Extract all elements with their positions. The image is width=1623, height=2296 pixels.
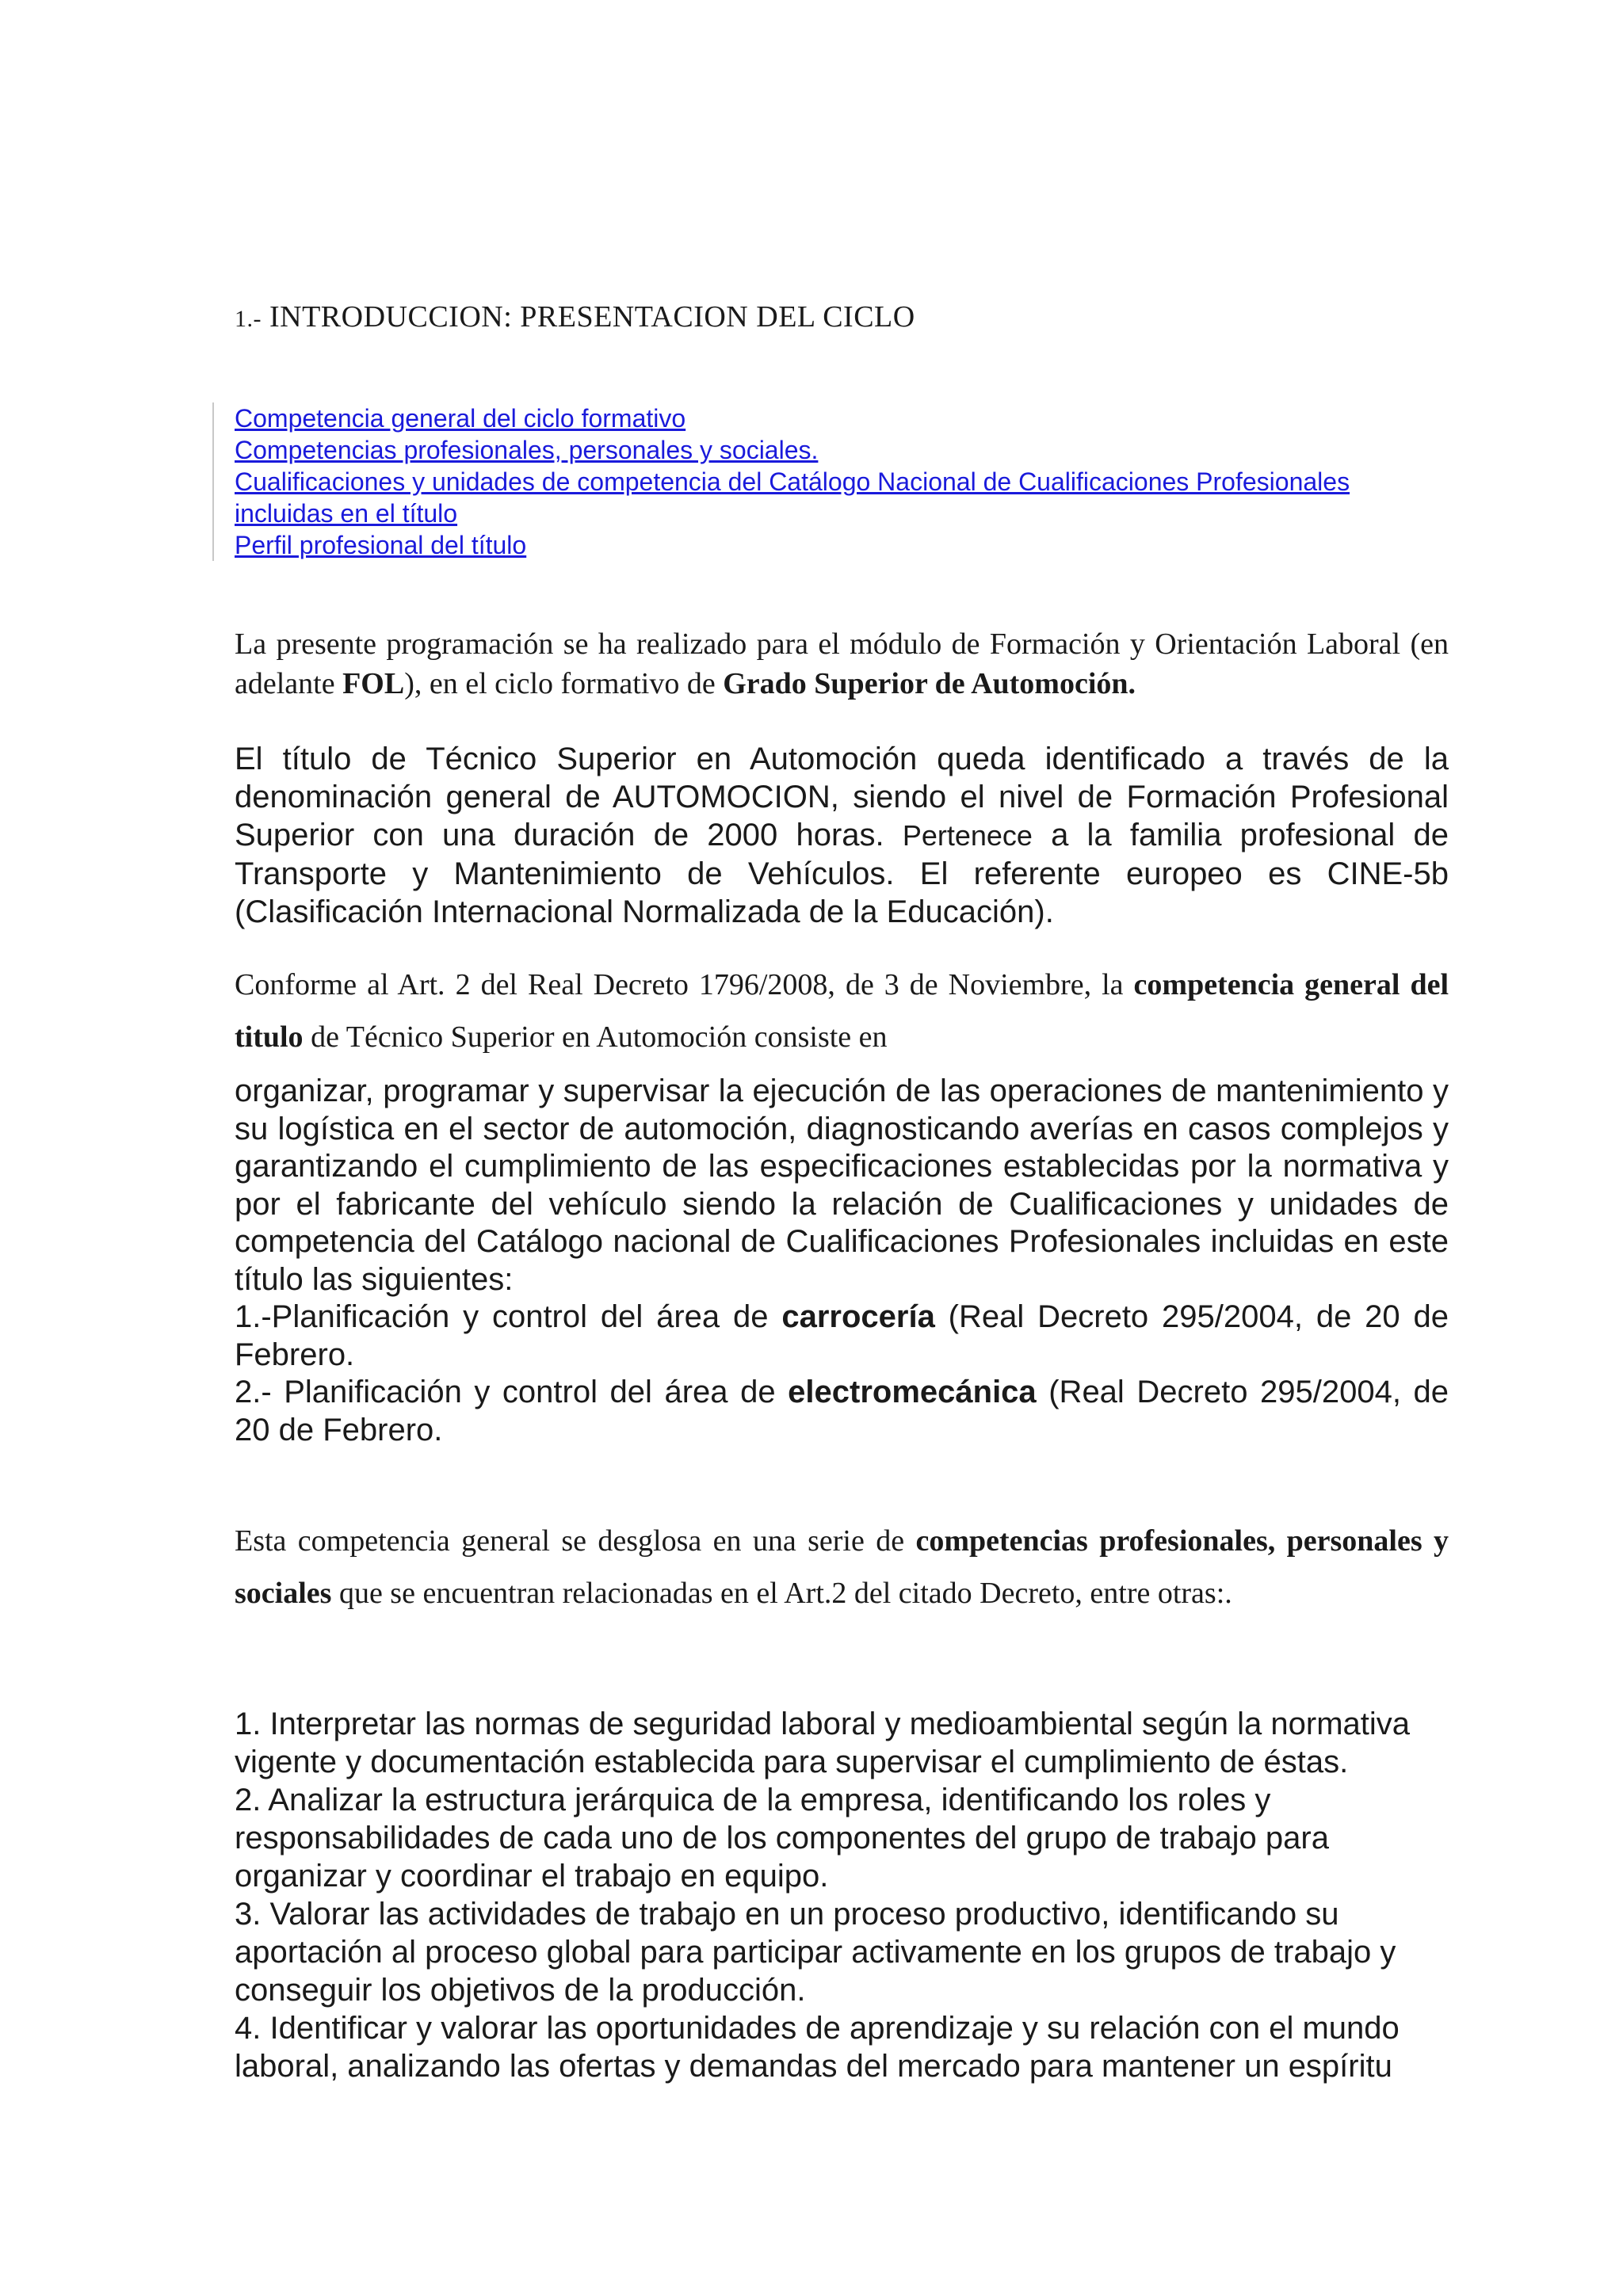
toc-link-cualificaciones[interactable]: Cualificaciones y unidades de competencia del Catálogo Nacional de Cualificaciones Profesionales	[235, 467, 1350, 496]
toc-link-perfil-profesional[interactable]: Perfil profesional del título	[235, 531, 527, 559]
competencia-text: organizar, programar y supervisar la ejecución de las operaciones de mantenimiento y su logística en el sector de automoción, diagnosticando averías en casos complejos y garantizando el cumplimiento de las especificaciones establecidas por la normativa y por el fabricante del vehículo siendo la relación de Cualificaciones y unidades de competencia del Catálogo nacional de Cualificaciones Profesionales incluidas en este título las siguientes:	[235, 1074, 1449, 1297]
section-number: 1.-	[235, 306, 262, 332]
section-heading	[235, 299, 915, 334]
toc-link-competencia-general[interactable]: Competencia general del ciclo formativo	[235, 404, 686, 433]
grado-superior: Grado Superior de Automoción.	[723, 667, 1136, 700]
competencia-general-bold: competencia general del titulo	[235, 968, 1449, 1054]
cualificacion-item: 1.-Planificación y control del área de carrocería (Real Decreto 295/2004, de 20 de Febrero.	[235, 1299, 1449, 1372]
intro-paragraph: La presente programación se ha realizado para el módulo de Formación y Orientación Laboral (en adelante FOL), en el ciclo formativo de Grado Superior de Automoción.	[235, 627, 1449, 700]
table-of-contents	[212, 402, 1487, 561]
toc-link-cualificaciones-cont[interactable]: incluidas en el título	[235, 499, 458, 528]
list-item: 3. Valorar las actividades de trabajo en un proceso productivo, identificando su aportación al proceso global para participar activamente en los grupos de trabajo y conseguir los objetivos de la producción.	[235, 1897, 1396, 2008]
section-title: INTRODUCCION: PRESENTACION DEL CICLO	[269, 300, 915, 334]
toc-link-competencias-profesionales[interactable]: Competencias profesionales, personales y sociales.	[235, 436, 819, 464]
competencias-bold: competencias profesionales, personales y sociales	[235, 1524, 1449, 1610]
list-item: 4. Identificar y valorar las oportunidades de aprendizaje y su relación con el mundo laboral, analizando las ofertas y demandas del mercado para mantener un espíritu	[235, 2011, 1400, 2084]
list-item: 1. Interpretar las normas de seguridad laboral y medioambiental según la normativa vigente y documentación establecida para supervisar el cumplimiento de éstas.	[235, 1707, 1411, 1779]
competencias-list	[235, 1705, 1449, 2085]
cualificacion-item: 2.- Planificación y control del área de electromecánica (Real Decreto 295/2004, de 20 de Febrero.	[235, 1375, 1449, 1447]
desglose-paragraph: Esta competencia general se desglosa en una serie de competencias profesionales, personales y sociales que se encuentran relacionadas en el Art.2 del citado Decreto, entre otras:.	[235, 1524, 1449, 1610]
fol-acronym: FOL	[342, 667, 405, 700]
list-item: 2. Analizar la estructura jerárquica de la empresa, identificando los roles y responsabilidades de cada uno de los componentes del grupo de trabajo para organizar y coordinar el trabajo en equipo.	[235, 1783, 1329, 1894]
titulo-paragraph: El título de Técnico Superior en Automoción queda identificado a través de la denominación general de AUTOMOCION, siendo el nivel de Formación Profesional Superior con una duración de 2000 horas. Pertenece a la familia profesional de Transporte y Mantenimiento de Vehículos. El referente europeo es CINE-5b (Clasificación Internacional Normalizada de la Educación).	[235, 742, 1449, 929]
conforme-paragraph: Conforme al Art. 2 del Real Decreto 1796/2008, de 3 de Noviembre, la competencia general del titulo de Técnico Superior en Automoción consiste en	[235, 968, 1449, 1054]
competencia-paragraph	[235, 1073, 1449, 1449]
